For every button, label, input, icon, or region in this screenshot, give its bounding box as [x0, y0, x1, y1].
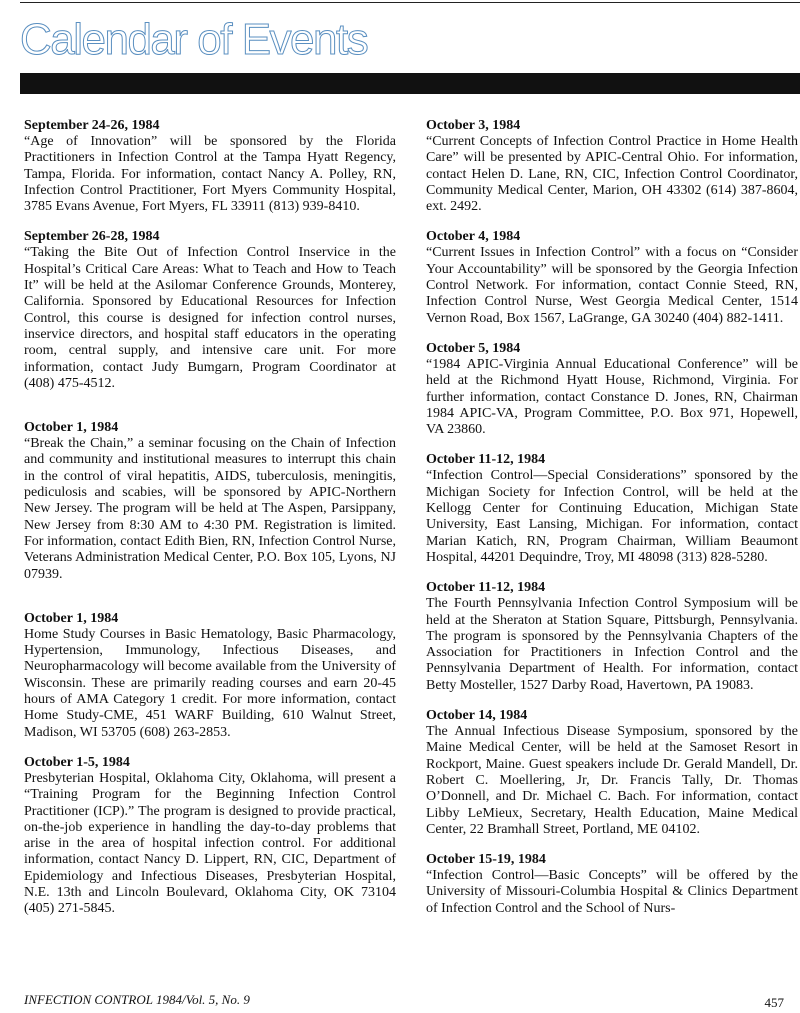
- event-entry: [24, 420, 396, 583]
- event-date: September 26-28, 1984: [24, 229, 160, 245]
- event-description: “Break the Chain,” a seminar focusing on the Chain of Infection and community and institutional measures to interrupt this chain in the control of viral hepatitis, AIDS, tuberculosis, meningitis, pediculosis and scabies, will be sponsored by APIC-Northern New Jersey. The program will be held at The Aspen, Parsippany, New Jersey from 8:30 AM to 4:30 PM. Registration is limited. For information, contact Edith Bien, RN, Infection Control Nurse, Veterans Administration Medical Center, P.O. Box 105, Lyons, NJ 07939.: [24, 436, 396, 582]
- right-column: [426, 118, 798, 917]
- event-date: October 3, 1984: [426, 118, 521, 133]
- event-date: September 24-26, 1984: [24, 118, 160, 133]
- event-entry: [426, 341, 798, 438]
- top-rule: [20, 2, 800, 3]
- event-description: The Annual Infectious Disease Symposium, sponsored by the Maine Medical Center, will be held at the Samoset Resort in Rockport, Maine. Guest speakers include Dr. Gerald Mandell, Dr. Robert C. Moellering, Jr, Dr. Francis Tally, Dr. Thomas O’Donnell, and Dr. Michael C. Bach. For information, contact Libby LeMieux, Secretary, Health Education, Maine Medical Center, 22 Bramhall Street, Portland, ME 04102.: [426, 724, 798, 837]
- event-description: “Taking the Bite Out of Infection Control Inservice in the Hospital’s Critical Care Areas: What to Teach and How to Teach It” will be held at the Asilomar Conference Grounds, Monterey, California. Sponsored by Educational Resources for Infection Control, this course is designed for infection control nurses, inservice directors, and hospital staff educators in the operating room, central supply, and intensive care unit. For more information, contact Judy Bumgarn, Program Coordinator at (408) 475-4512.: [24, 245, 396, 391]
- journal-citation: INFECTION CONTROL 1984/Vol. 5, No. 9: [24, 992, 250, 1007]
- event-date: October 1-5, 1984: [24, 754, 130, 770]
- event-entry: [426, 852, 798, 917]
- event-description: “Current Concepts of Infection Control Practice in Home Health Care” will be presented by APIC-Central Ohio. For information, contact Helen D. Lane, RN, CIC, Infection Control Coordinator, Community Medical Center, Marion, OH 43302 (614) 387-8604, ext. 2492.: [426, 134, 798, 215]
- event-date: October 11-12, 1984: [426, 580, 546, 596]
- event-date: October 1, 1984: [24, 610, 119, 626]
- event-date: October 5, 1984: [426, 340, 521, 356]
- event-description: Presbyterian Hospital, Oklahoma City, Oklahoma, will present a “Training Program for the Beginning Infection Control Practitioner (ICP).” The program is designed to provide practical, on-the-job experience in handling the day-to-day problems that arise in the area of hospital infection control. For additional information, contact Nancy D. Lippert, RN, CIC, Department of Epidemiology and Infectious Diseases, Presbyterian Hospital, N.E. 13th and Lincoln Boulevard, Oklahoma City, OK 73104 (405) 271-5845.: [24, 770, 396, 917]
- event-date: October 15-19, 1984: [426, 852, 546, 868]
- event-entry: [24, 229, 396, 392]
- page-title: Calendar of Events: [20, 15, 368, 64]
- event-description: The Fourth Pennsylvania Infection Control Symposium will be held at the Sheraton at Station Square, Pittsburgh, Pennsylvania. The program is sponsored by the Pennsylvania Chapters of the Association for Practitioners in Infection Control and the Pennsylvania Department of Health. For information, contact Betty Mosteller, 1527 Darby Road, Havertown, PA 19083.: [426, 596, 798, 693]
- event-entry: [24, 118, 396, 215]
- event-entry: [426, 708, 798, 838]
- event-entry: [426, 229, 798, 326]
- event-description: Home Study Courses in Basic Hematology, Basic Pharmacology, Hypertension, Immunology, Infectious Diseases, and Neuropharmacology will become available from the University of Wisconsin. These are primarily reading courses and earn 20-45 hours of AMA Category 1 credit. For more information, contact Home Study-CME, 451 WARF Building, 610 Walnut Street, Madison, WI 53705 (608) 263-2853.: [24, 626, 396, 740]
- event-date: October 4, 1984: [426, 229, 521, 245]
- left-column: [24, 118, 396, 918]
- event-description: “Infection Control—Basic Concepts” will be offered by the University of Missouri-Columbia Hospital & Clinics Department of Infection Control and the School of Nurs-: [426, 868, 798, 916]
- event-date: October 14, 1984: [426, 708, 528, 724]
- header-bar: [20, 73, 800, 94]
- event-description: “Infection Control—Special Considerations” sponsored by the Michigan Society for Infection Control, will be held at the Kellogg Center for Continuing Education, Michigan State University, East Lansing, Michigan. For information, contact Marian Katich, RN, Program Chairman, William Beaumont Hospital, 44201 Dequindre, Troy, MI 48098 (313) 828-5280.: [426, 468, 798, 565]
- event-date: October 1, 1984: [24, 420, 119, 436]
- event-description: “Age of Innovation” will be sponsored by the Florida Practitioners in Infection Control at the Tampa Hyatt Regency, Tampa, Florida. For information, contact Nancy A. Polley, RN, Infection Control Practitioner, Fort Myers Community Hospital, 3785 Evans Avenue, Fort Myers, FL 33911 (813) 939-8410.: [24, 134, 396, 215]
- event-entry: [426, 118, 798, 215]
- event-entry: [426, 580, 798, 694]
- event-date: October 11-12, 1984: [426, 452, 546, 468]
- event-description: “1984 APIC-Virginia Annual Educational Conference” will be held at the Richmond Hyatt House, Richmond, Virginia. For further information, contact Constance D. Jones, RN, Chairman 1984 APIC-VA, Program Committee, P.O. Box 971, Hopewell, VA 23860.: [426, 356, 798, 438]
- event-entry: [426, 452, 798, 566]
- event-entry: [24, 611, 396, 741]
- page-number: 457: [764, 995, 784, 1010]
- event-entry: [24, 755, 396, 918]
- event-description: “Current Issues in Infection Control” with a focus on “Consider Your Accountability” will be sponsored by the Georgia Infection Control Network. For information, contact Connie Steed, RN, Infection Control Nurse, West Georgia Medical Center, 1514 Vernon Road, Box 1567, LaGrange, GA 30240 (404) 882-1411.: [426, 245, 798, 326]
